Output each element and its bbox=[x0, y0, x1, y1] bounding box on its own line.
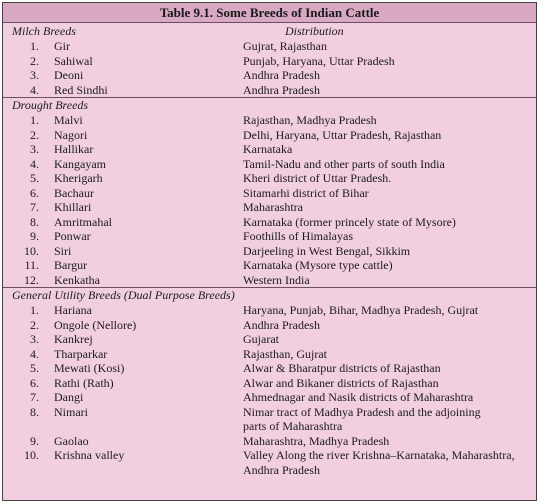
breed-name: Kangayam bbox=[54, 156, 106, 171]
breed-name: Nimari bbox=[54, 404, 88, 419]
table-row bbox=[3, 318, 536, 333]
table-row bbox=[3, 186, 536, 201]
breed-distribution: Karnataka (Mysore type cattle) bbox=[243, 258, 393, 272]
table-title: Table 9.1. Some Breeds of Indian Cattle bbox=[3, 3, 536, 23]
breed-distribution: Darjeeling in West Bengal, Sikkim bbox=[243, 243, 411, 258]
row-number: 10. bbox=[24, 243, 39, 258]
table-row bbox=[3, 39, 536, 54]
breed-distribution: Gujarat bbox=[243, 332, 279, 346]
breed-name: Nagori bbox=[54, 127, 88, 142]
breed-name: Ponwar bbox=[54, 229, 91, 243]
table-row bbox=[3, 405, 536, 434]
row-number: 3. bbox=[30, 68, 39, 82]
table-row bbox=[3, 376, 536, 391]
table-header bbox=[3, 23, 536, 39]
breed-distribution: Andhra Pradesh bbox=[243, 68, 320, 82]
row-number: 12. bbox=[24, 272, 39, 287]
row-number: 2. bbox=[30, 53, 39, 68]
breed-distribution: Sitamarhi district of Bihar bbox=[243, 185, 369, 200]
breed-name: Rathi (Rath) bbox=[54, 375, 114, 390]
breed-name: Sahiwal bbox=[54, 53, 93, 68]
breed-distribution: Rajasthan, Madhya Pradesh bbox=[243, 113, 377, 127]
row-number: 7. bbox=[30, 390, 39, 404]
breed-distribution: Delhi, Haryana, Uttar Pradesh, Rajasthan bbox=[243, 127, 442, 142]
breed-distribution: Ahmednagar and Nasik districts of Maharashtra bbox=[243, 390, 474, 404]
row-number: 4. bbox=[30, 156, 39, 171]
table-row bbox=[3, 113, 536, 128]
table-row bbox=[3, 258, 536, 273]
breed-distribution: Karnataka (former princely state of Mysore) bbox=[243, 214, 456, 229]
table-row bbox=[3, 361, 536, 376]
breed-name: Bachaur bbox=[54, 185, 94, 200]
row-number: 4. bbox=[30, 82, 39, 97]
row-number: 9. bbox=[30, 229, 39, 243]
breed-distribution: Maharashtra, Madhya Pradesh bbox=[243, 433, 390, 448]
breed-name: Deoni bbox=[54, 68, 84, 82]
row-number: 8. bbox=[30, 404, 39, 419]
breed-name: Gaolao bbox=[54, 433, 89, 448]
breed-distribution-continued: Andhra Pradesh bbox=[243, 462, 320, 477]
table-row bbox=[3, 157, 536, 172]
breed-name: Krishna valley bbox=[54, 448, 125, 462]
breed-name: Malvi bbox=[54, 113, 83, 127]
table-row bbox=[3, 200, 536, 215]
breed-name: Mewati (Kosi) bbox=[54, 361, 125, 375]
row-number: 1. bbox=[30, 113, 39, 127]
row-number: 5. bbox=[30, 361, 39, 375]
breed-name: Amritmahal bbox=[54, 214, 112, 229]
table-row bbox=[3, 142, 536, 157]
breed-name: Siri bbox=[54, 243, 72, 258]
breed-name: Dangi bbox=[54, 390, 84, 404]
row-number: 3. bbox=[30, 332, 39, 346]
breed-distribution: Rajasthan, Gujrat bbox=[243, 346, 327, 361]
table-row bbox=[3, 68, 536, 83]
group-heading: Drought Breeds bbox=[12, 98, 89, 112]
row-number: 11. bbox=[24, 258, 39, 272]
header-milch-breeds: Milch Breeds bbox=[12, 24, 76, 38]
table-row bbox=[3, 171, 536, 186]
table-row bbox=[3, 83, 536, 98]
row-number: 3. bbox=[30, 142, 39, 156]
breed-distribution: Gujrat, Rajasthan bbox=[243, 39, 327, 53]
table-row bbox=[3, 244, 536, 259]
table-row bbox=[3, 332, 536, 347]
row-number: 5. bbox=[30, 171, 39, 185]
table-row bbox=[3, 273, 536, 288]
breed-distribution: Alwar and Bikaner districts of Rajasthan bbox=[243, 375, 439, 390]
breed-name: Tharparkar bbox=[54, 346, 108, 361]
breed-distribution: Valley Along the river Krishna–Karnataka, Maharashtra, bbox=[243, 448, 515, 462]
row-number: 2. bbox=[30, 317, 39, 332]
row-number: 6. bbox=[30, 375, 39, 390]
breed-distribution: Andhra Pradesh bbox=[243, 317, 320, 332]
table-row bbox=[3, 54, 536, 69]
breed-distribution: Alwar & Bharatpur districts of Rajasthan bbox=[243, 361, 441, 375]
breed-distribution: Haryana, Punjab, Bihar, Madhya Pradesh, Gujrat bbox=[243, 303, 479, 317]
breed-distribution: Andhra Pradesh bbox=[243, 82, 320, 97]
breed-distribution: Maharashtra bbox=[243, 200, 303, 214]
table-body bbox=[3, 39, 536, 477]
row-number: 2. bbox=[30, 127, 39, 142]
breed-distribution: Karnataka bbox=[243, 142, 293, 156]
breed-distribution-continued: parts of Maharashtra bbox=[243, 419, 343, 433]
row-number: 9. bbox=[30, 433, 39, 448]
row-number: 10. bbox=[24, 448, 39, 462]
table-row bbox=[3, 434, 536, 449]
table-row bbox=[3, 229, 536, 244]
table-row bbox=[3, 128, 536, 143]
breed-name: Hariana bbox=[54, 303, 92, 317]
row-number: 7. bbox=[30, 200, 39, 214]
breed-name: Kherigarh bbox=[54, 171, 103, 185]
row-number: 1. bbox=[30, 39, 39, 53]
breed-distribution: Western India bbox=[243, 272, 310, 287]
breed-distribution: Foothills of Himalayas bbox=[243, 229, 353, 243]
table-row bbox=[3, 390, 536, 405]
row-number: 6. bbox=[30, 185, 39, 200]
breed-name: Bargur bbox=[54, 258, 88, 272]
breeds-table bbox=[2, 2, 537, 501]
table-row bbox=[3, 448, 536, 477]
breed-name: Red Sindhi bbox=[54, 82, 108, 97]
breed-name: Kenkatha bbox=[54, 272, 100, 287]
row-number: 1. bbox=[30, 303, 39, 317]
breed-distribution: Kheri district of Uttar Pradesh. bbox=[243, 171, 392, 185]
row-number: 4. bbox=[30, 346, 39, 361]
table-row bbox=[3, 347, 536, 362]
header-distribution: Distribution bbox=[285, 24, 344, 38]
table-row bbox=[3, 215, 536, 230]
table-row bbox=[3, 303, 536, 318]
group-heading: General Utility Breeds (Dual Purpose Breeds) bbox=[12, 288, 235, 302]
breed-name: Ongole (Nellore) bbox=[54, 317, 137, 332]
breed-distribution: Tamil-Nadu and other parts of south India bbox=[243, 156, 445, 171]
row-number: 8. bbox=[30, 214, 39, 229]
breed-name: Gir bbox=[54, 39, 70, 53]
breed-name: Kankrej bbox=[54, 332, 93, 346]
breed-name: Hallikar bbox=[54, 142, 94, 156]
breed-distribution: Punjab, Haryana, Uttar Pradesh bbox=[243, 53, 395, 68]
breed-distribution: Nimar tract of Madhya Pradesh and the adjoining bbox=[243, 404, 481, 419]
breed-name: Khillari bbox=[54, 200, 92, 214]
